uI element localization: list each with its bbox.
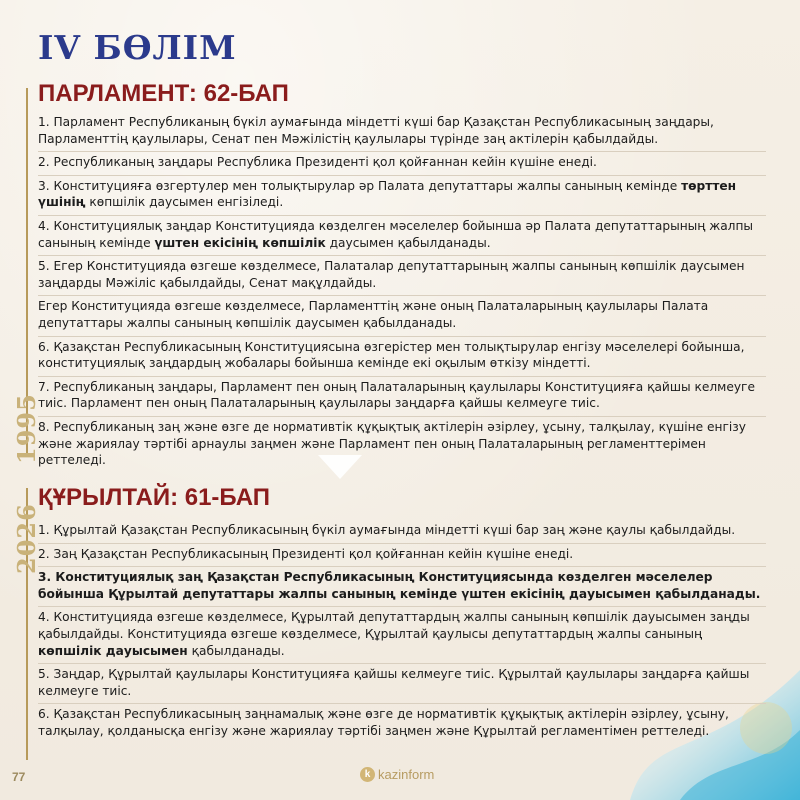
clause-text: 6. Қазақстан Республикасының Конституциясына өзгерістер мен толықтырулар енгізу мәселелері бойынша, конституциялық заңдардың жобалары бойынша кемінде екі оқылым өткізу міндетті.: [38, 339, 745, 371]
parliament-clause: [38, 176, 766, 216]
kurultai-clause: [38, 567, 766, 607]
kurultai-heading-label: ҚҰРЫЛТАЙ:: [38, 484, 185, 511]
logo-text: kazinform: [378, 767, 435, 782]
clause-text: 5. Заңдар, Құрылтай қаулылары Конституцияға қайшы келмеуге тиіс. Құрылтай қаулылары заңдарға қайшы келмеуге тиіс.: [38, 667, 750, 698]
section-title: IV БӨЛІМ: [38, 28, 237, 67]
clause-text: көпшілік даусымен енгізіледі.: [85, 195, 284, 210]
parliament-clause: [38, 296, 766, 336]
clause-text: 3. Конституциялық заң Қазақстан Республикасының Конституциясында көзделген мәселелер бойынша Құрылтай депутаттары жалпы санының кемінде үштен екісінің дауысымен қабылданады.: [38, 570, 761, 601]
parliament-clause: [38, 216, 766, 256]
clause-text: 3. Конституцияға өзгертулер мен толықтырулар әр Палата депутаттары жалпы санының кемінде: [38, 178, 682, 193]
clause-text: даусымен қабылданады.: [325, 235, 491, 250]
clause-text: 2. Республиканың заңдары Республика Президенті қол қойғаннан кейін күшіне енеді.: [38, 155, 597, 170]
clause-text: 1. Құрылтай Қазақстан Республикасының бүкіл аумағында міндетті күші бар заң және қаулы қабылдайды.: [38, 523, 736, 537]
parliament-heading: [38, 80, 289, 108]
clause-text: 6. Қазақстан Республикасының заңнамалық және өзге де нормативтік құқықтық актілерін әзірлеу, ұсыну, талқылау, қолданысқа енгізу және жариялау тәртібі заңмен және Құрылтай регламентімен реттеледі.: [38, 707, 729, 738]
clause-text: қабылданады.: [187, 643, 285, 658]
parliament-clause: [38, 417, 766, 473]
clause-emphasis: үштен екісінің көпшілік: [154, 235, 326, 250]
clause-text: Егер Конституцияда өзгеше көзделмесе, Парламенттің және оның Палаталарының қаулылары Палата депутаттары жалпы санының көпшілік даусымен қабылданады.: [38, 299, 709, 330]
year-label-2026: 2026: [12, 503, 41, 574]
kurultai-clause: [38, 544, 766, 568]
kurultai-clause: [38, 607, 766, 664]
kurultai-heading: [38, 484, 270, 512]
kurultai-clauses: [38, 520, 766, 744]
kurultai-clause: [38, 704, 766, 743]
clause-text: 4. Конституциялық заңдар Конституцияда көзделген мәселелер бойынша әр Палата депутаттарының жалпы санының кемінде: [38, 218, 754, 250]
parliament-clause: [38, 337, 766, 377]
kurultai-clause: [38, 664, 766, 704]
clause-text: 8. Республиканың заң және өзге де нормативтік құқықтық актілерін әзірлеу, ұсыну, талқылау, күшіне енгізу және жариялау тәртібі арнаулы заңмен және Парламент пен оның Палаталарының регламенттерімен реттеледі.: [38, 419, 746, 468]
chevron-down-icon: [318, 455, 362, 481]
kazinform-logo: [360, 767, 434, 782]
parliament-article-number: 62-БАП: [203, 80, 289, 107]
parliament-clause: [38, 256, 766, 296]
clause-text: 4. Конституцияда өзгеше көзделмесе, Құрылтай депутаттардың жалпы санының көпшілік дауысымен заңды қабылдайды. Конституцияда өзгеше көзделмесе, Құрылтай қаулысы депутаттардың жалпы санының: [38, 610, 750, 641]
page-number: 77: [12, 770, 26, 784]
parliament-clause: [38, 112, 766, 152]
kurultai-clause: [38, 520, 766, 544]
year-label-1995: 1995: [12, 393, 41, 464]
clause-emphasis: төрттен үшінің: [38, 178, 737, 210]
clause-text: 5. Егер Конституцияда өзгеше көзделмесе, Палаталар депутаттарының жалпы санының көпшілік даусымен заңдарды Мәжіліс қабылдайды, Сенат мақұлдайды.: [38, 259, 745, 290]
clause-emphasis: көпшілік дауысымен: [38, 643, 188, 658]
parliament-heading-label: ПАРЛАМЕНТ:: [38, 80, 204, 107]
clause-text: 1. Парламент Республиканың бүкіл аумағында міндетті күші бар Қазақстан Республикасының заңдары, Парламенттің қаулылары, Сенат пен Мәжілістің қаулылары түрінде заң актілерін қабылдайды.: [38, 115, 714, 146]
parliament-clauses: [38, 112, 766, 473]
parliament-clause: [38, 152, 766, 176]
clause-text: 2. Заң Қазақстан Республикасының Президенті қол қойғаннан кейін күшіне енеді.: [38, 546, 574, 561]
clause-text: 7. Республиканың заңдары, Парламент пен оның Палаталарының қаулылары Конституцияға қайшы келмеуге тиіс. Парламент пен оның Палаталарының қаулылары заңдарға қайшы келмеуге тиіс.: [38, 379, 755, 411]
kurultai-article-number: 61-БАП: [184, 484, 271, 511]
parliament-clause: [38, 377, 766, 417]
logo-icon: k: [360, 767, 375, 782]
